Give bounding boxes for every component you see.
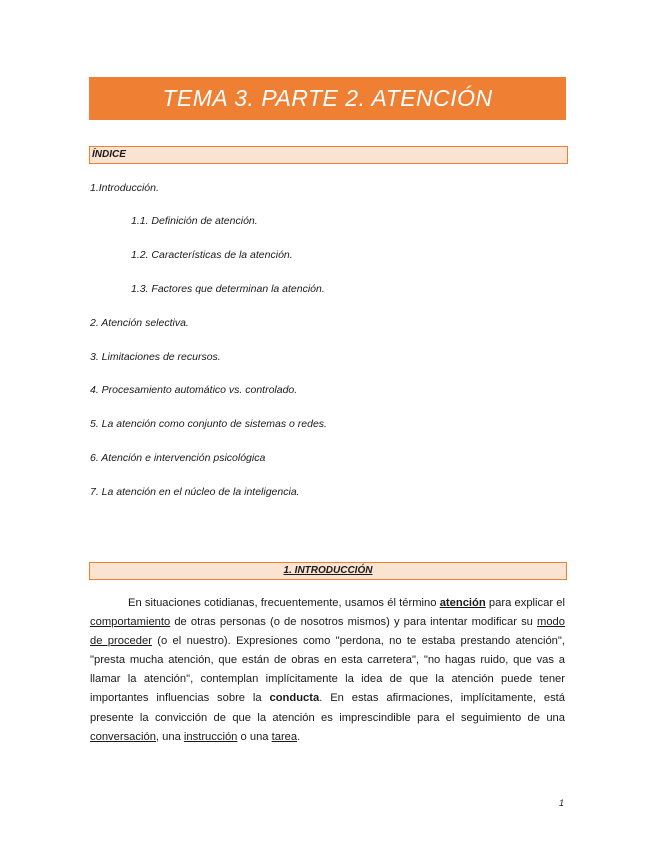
section-header-introduccion: 1. INTRODUCCIÓN bbox=[89, 562, 567, 580]
keyword-modo-de-proceder: modo de proceder bbox=[90, 616, 565, 648]
keyword-conducta: conducta bbox=[269, 692, 320, 705]
toc-item: 1.2. Características de la atención. bbox=[131, 249, 293, 261]
paragraph-text: de otras personas (o de nosotros mismos) y para intentar modificar su bbox=[170, 616, 537, 629]
keyword-conversacion: conversación bbox=[90, 730, 156, 743]
paragraph-text: . En estas afirmaciones, implícitamente, está presente la convicción de que la atención es imprescindible para el seguimiento de una bbox=[90, 692, 565, 724]
keyword-tarea: tarea bbox=[271, 730, 298, 743]
paragraph-text: (o el nuestro). Expresiones como "perdona, no te estaba prestando atención", "presta mucha atención, que están de obras en esta carretera", "no hagas ruido, que vas a llamar la atención", contemplan implícitamente la idea de que la atención puede tener importantes influencias sobre la bbox=[90, 635, 565, 705]
paragraph-text: para explicar el bbox=[485, 597, 565, 609]
keyword-comportamiento: comportamiento bbox=[90, 616, 171, 629]
toc-item: 5. La atención como conjunto de sistemas o redes. bbox=[90, 418, 327, 430]
intro-paragraph bbox=[90, 594, 565, 747]
toc-item: 1.3. Factores que determinan la atención. bbox=[131, 283, 325, 295]
toc-item: 1.1. Definición de atención. bbox=[131, 215, 258, 227]
toc-item: 2. Atención selectiva. bbox=[90, 317, 189, 329]
toc-item: 6. Atención e intervención psicológica bbox=[90, 452, 266, 464]
index-header: ÍNDICE bbox=[89, 146, 568, 164]
toc-item: 4. Procesamiento automático vs. controlado. bbox=[90, 384, 298, 396]
keyword-instruccion: instrucción bbox=[183, 730, 238, 743]
paragraph-text: o una bbox=[237, 730, 272, 743]
document-title: TEMA 3. PARTE 2. ATENCIÓN bbox=[89, 77, 566, 120]
toc-item: 1.Introducción. bbox=[90, 182, 159, 194]
toc-item: 7. La atención en el núcleo de la inteligencia. bbox=[90, 486, 300, 498]
paragraph-text: . bbox=[297, 730, 301, 743]
paragraph-text: , una bbox=[155, 730, 184, 743]
paragraph-text: En situaciones cotidianas, frecuentemente, usamos él término bbox=[128, 597, 440, 609]
keyword-atencion: atención bbox=[439, 597, 486, 609]
toc-item: 3. Limitaciones de recursos. bbox=[90, 351, 221, 363]
page-number: 1 bbox=[559, 798, 565, 808]
